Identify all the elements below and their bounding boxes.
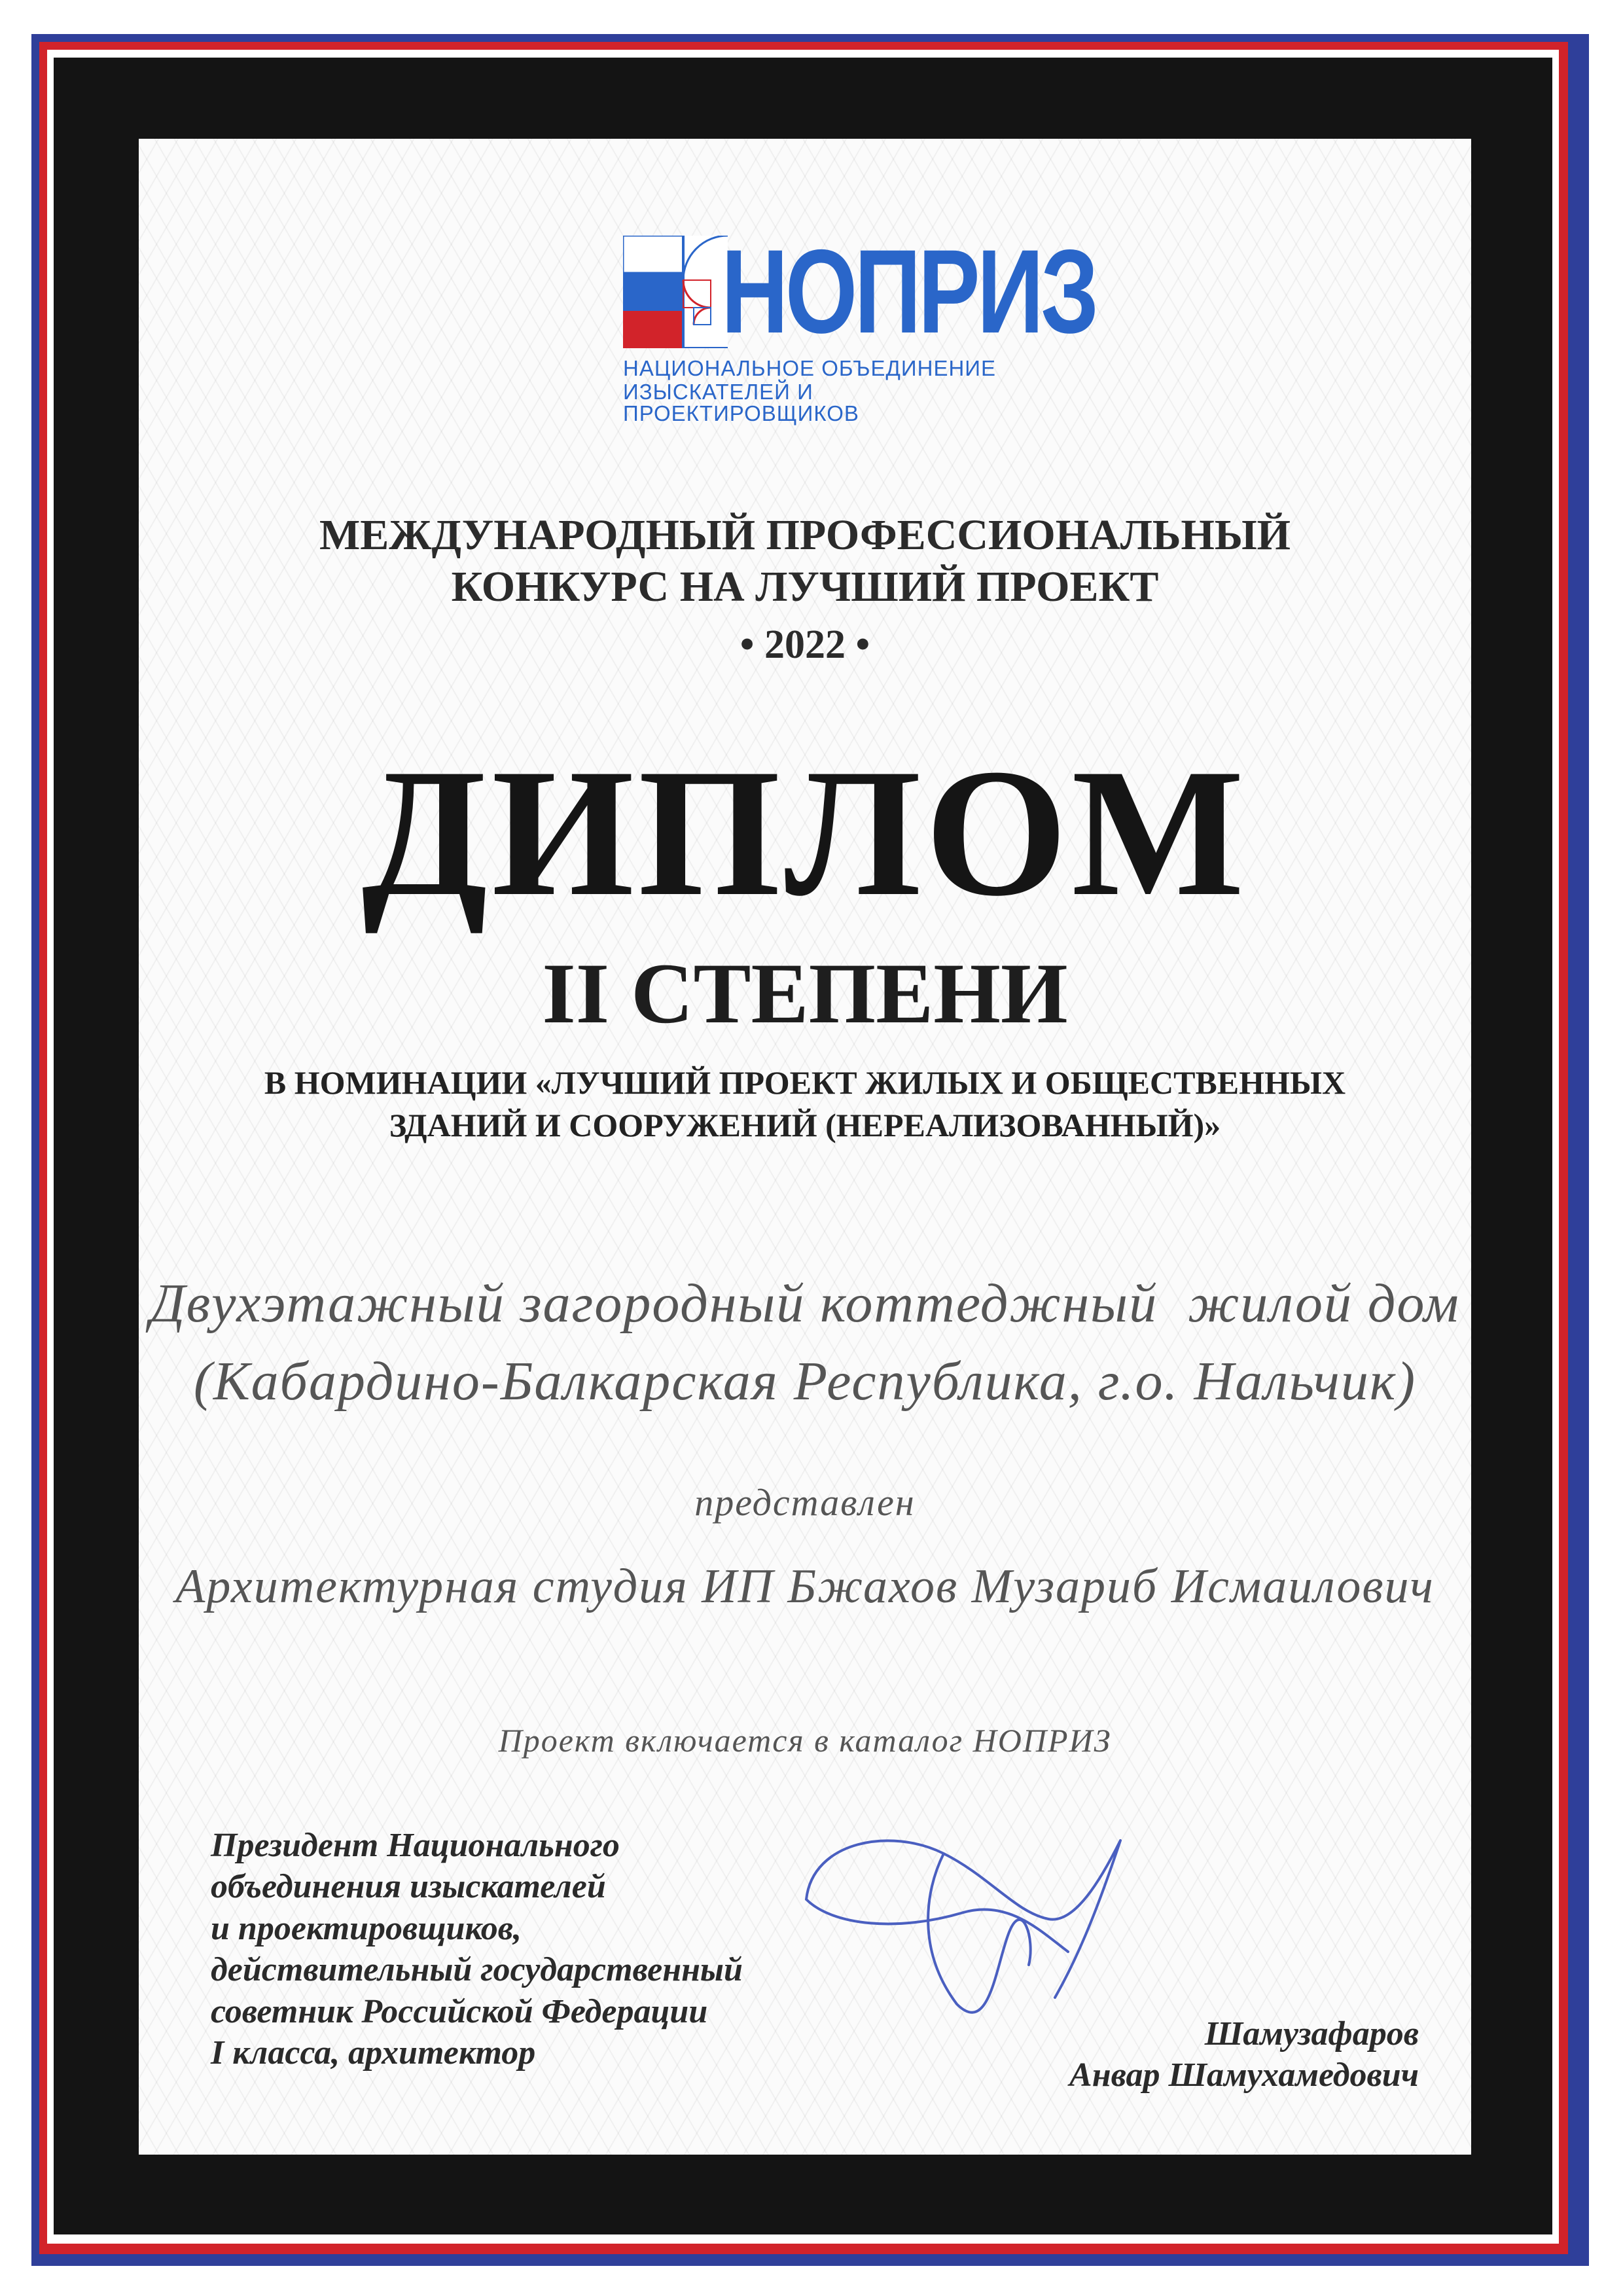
signature-icon: [793, 1801, 1133, 2024]
contest-year: • 2022 •: [740, 622, 870, 667]
president-title-line: I класса, архитектор: [211, 2034, 536, 2072]
president-title: [211, 1825, 743, 2074]
nomination-line2: ЗДАНИЙ И СООРУЖЕНИЙ (НЕРЕАЛИЗОВАННЫЙ)»: [389, 1107, 1221, 1143]
contest-title-line2: КОНКУРС НА ЛУЧШИЙ ПРОЕКТ: [451, 563, 1159, 611]
diploma-sheet: [139, 139, 1471, 2155]
project-name-line2: (Кабардино-Балкарская Республика, г.о. Нальчик): [193, 1351, 1417, 1412]
nopriz-logo: [623, 224, 1096, 425]
diploma-degree: II СТЕПЕНИ: [542, 945, 1068, 1041]
nomination: [139, 1062, 1471, 1147]
nomination-line1: В НОМИНАЦИИ «ЛУЧШИЙ ПРОЕКТ ЖИЛЫХ И ОБЩЕСТВЕННЫХ: [264, 1064, 1346, 1101]
logo-subtitle-line1: НАЦИОНАЛЬНОЕ ОБЪЕДИНЕНИЕ: [623, 356, 997, 380]
logo-wordmark: НОПРИЗ: [721, 224, 1096, 358]
contest-title-line1: МЕЖДУНАРОДНЫЙ ПРОФЕССИОНАЛЬНЫЙ: [319, 511, 1291, 559]
project-name-line1: Двухэтажный загородный коттеджный жилой дом: [150, 1273, 1460, 1334]
project-author: Архитектурная студия ИП Бжахов Музариб Исмаилович: [175, 1560, 1435, 1613]
logo-subtitle-line2: ИЗЫСКАТЕЛЕЙ И ПРОЕКТИРОВЩИКОВ: [623, 380, 859, 425]
signer-surname: Шамузафаров: [1204, 2015, 1419, 2053]
signer-given-name: Анвар Шамухамедович: [1069, 2056, 1419, 2094]
diploma-title: ДИПЛОМ: [361, 730, 1249, 934]
signer-name: [1069, 2013, 1419, 2096]
contest-title: [139, 509, 1471, 613]
president-title-line: Президент Национального: [211, 1827, 620, 1864]
presented-label: представлен: [694, 1481, 916, 1524]
catalog-note: Проект включается в каталог НОПРИЗ: [498, 1722, 1112, 1759]
president-title-line: советник Российской Федерации: [211, 1992, 708, 2030]
president-title-line: действительный государственный: [211, 1951, 743, 1989]
project-name: [139, 1265, 1471, 1421]
president-title-line: и проектировщиков,: [211, 1909, 522, 1947]
president-title-line: объединения изыскателей: [211, 1868, 606, 1906]
flag-spiral-icon: [623, 236, 728, 348]
